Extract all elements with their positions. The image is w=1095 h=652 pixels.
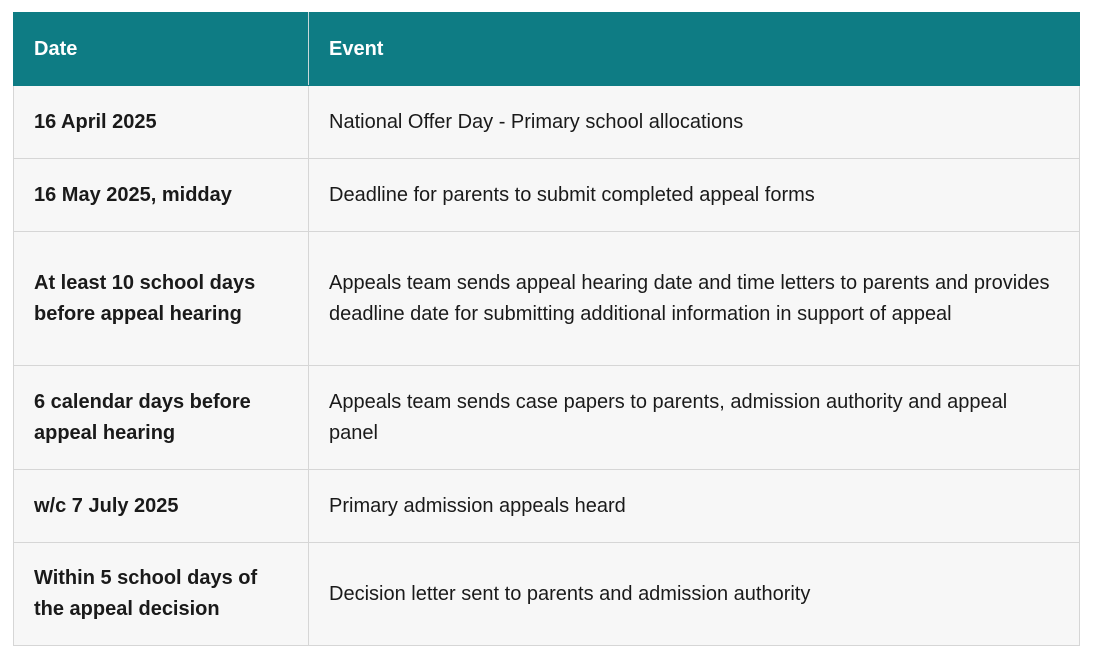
header-row <box>14 13 1080 86</box>
event-cell: Decision letter sent to parents and admission authority <box>309 543 1080 646</box>
event-cell: Deadline for parents to submit completed appeal forms <box>309 159 1080 232</box>
date-cell: Within 5 school days of the appeal decision <box>14 543 309 646</box>
table-row <box>14 366 1080 470</box>
event-cell: National Offer Day - Primary school allocations <box>309 86 1080 159</box>
date-cell: 16 May 2025, midday <box>14 159 309 232</box>
appeals-timetable <box>13 12 1079 646</box>
table-row <box>14 232 1080 366</box>
event-cell: Primary admission appeals heard <box>309 470 1080 543</box>
table-row <box>14 543 1080 646</box>
timetable-table <box>13 12 1080 646</box>
table-header <box>14 13 1080 86</box>
date-cell: 6 calendar days before appeal hearing <box>14 366 309 470</box>
column-header-date: Date <box>14 13 309 86</box>
event-cell: Appeals team sends appeal hearing date and time letters to parents and provides deadline date for submitting additional information in support of appeal <box>309 232 1080 366</box>
table-row <box>14 86 1080 159</box>
date-cell: At least 10 school days before appeal hearing <box>14 232 309 366</box>
table-row <box>14 470 1080 543</box>
event-cell: Appeals team sends case papers to parents, admission authority and appeal panel <box>309 366 1080 470</box>
column-header-event: Event <box>309 13 1080 86</box>
table-row <box>14 159 1080 232</box>
date-cell: 16 April 2025 <box>14 86 309 159</box>
table-body <box>14 86 1080 646</box>
date-cell: w/c 7 July 2025 <box>14 470 309 543</box>
